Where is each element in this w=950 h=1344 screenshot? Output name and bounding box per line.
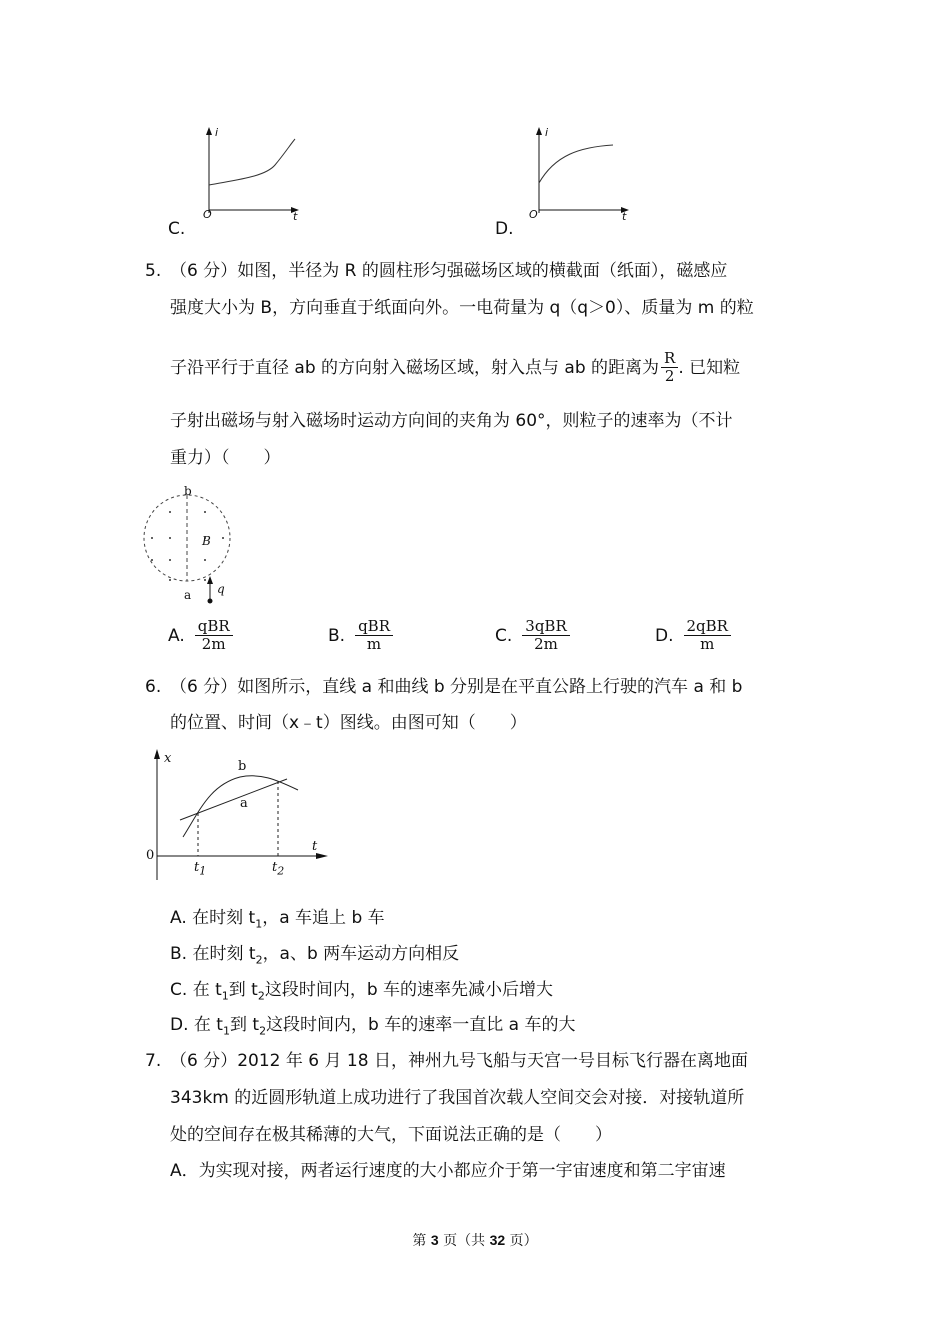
option-text: 在时刻 t [192, 908, 256, 928]
t2-text: t [272, 860, 278, 875]
subscript: 2 [259, 1024, 267, 1038]
numerator: qBR [355, 618, 393, 636]
t2-label [272, 857, 284, 883]
graph-d [525, 125, 635, 225]
subscript: 1 [255, 917, 263, 931]
denominator: m [366, 635, 382, 653]
denominator: 2 [664, 367, 675, 385]
option-text: 在时刻 t [192, 944, 256, 964]
option-text: 在 t [193, 1015, 223, 1035]
option-label: D. [655, 625, 674, 646]
t1-subscript: 1 [199, 864, 207, 878]
question-7-line: 343km 的近圆形轨道上成功进行了我国首次载人空间交会对接．对接轨道所 [170, 1088, 745, 1108]
question-5-line: 重力）（ ） [170, 448, 281, 468]
question-5-line [170, 350, 740, 385]
subscript: 1 [222, 1024, 230, 1038]
field-b-label: B [202, 534, 211, 548]
option-fraction [355, 618, 393, 653]
footer-text: 页（共 [438, 1233, 490, 1249]
question-7-number: 7. [145, 1051, 162, 1071]
option-d[interactable] [655, 618, 731, 653]
option-label: D. [170, 1015, 189, 1035]
question-5-line: 子射出磁场与射入磁场时运动方向间的夹角为 60°，则粒子的速率为（不计 [170, 411, 733, 431]
numerator: 3qBR [522, 618, 569, 636]
question-7-line: 处的空间存在极其稀薄的大气，下面说法正确的是（ ） [170, 1125, 612, 1145]
question-5-line: 强度大小为 B，方向垂直于纸面向外。一电荷量为 q（q＞0）、质量为 m 的粒 [170, 298, 754, 318]
option-label: C. [170, 980, 188, 1000]
numerator: R [661, 350, 678, 368]
line-a-label: a [240, 796, 248, 811]
footer-text: 页） [505, 1233, 538, 1249]
denominator: 2m [534, 635, 558, 653]
option-text: ，a 车追上 b 车 [262, 908, 385, 928]
option-label: A. [168, 625, 185, 646]
option-b[interactable] [170, 943, 459, 971]
option-label: A. [170, 908, 187, 928]
graph-c-origin: O [203, 208, 212, 221]
magnetic-field-figure [140, 480, 250, 610]
option-c-label: C. [168, 219, 186, 239]
option-text: 到 t [229, 1015, 260, 1035]
graph-c-x-label: t [293, 210, 298, 223]
option-label: B. [170, 944, 188, 964]
option-a[interactable] [168, 618, 233, 653]
option-c[interactable] [495, 618, 570, 653]
t-axis-label: t [312, 839, 318, 854]
option-fraction [195, 618, 233, 653]
question-5-text: . 已知粒 [678, 357, 741, 378]
question-6-line: （6 分）如图所示，直线 a 和曲线 b 分别是在平直公路上行驶的汽车 a 和 b [170, 677, 743, 697]
numerator: 2qBR [684, 618, 731, 636]
option-text: 到 t [228, 980, 258, 1000]
option-c[interactable] [170, 979, 553, 1007]
page-number: 3 [430, 1232, 439, 1248]
page-footer [0, 1230, 950, 1250]
option-label: C. [495, 625, 513, 646]
graph-c-y-label: i [215, 126, 219, 139]
charge-q-label: q [217, 582, 225, 596]
option-fraction [684, 618, 731, 653]
option-d-label: D. [495, 219, 514, 239]
footer-text: 第 [412, 1233, 431, 1249]
subscript: 2 [257, 989, 265, 1003]
graph-d-y-label: i [545, 126, 549, 139]
question-5-text: 子沿平行于直径 ab 的方向射入磁场区域，射入点与 ab 的距离为 [170, 357, 660, 378]
option-b[interactable] [328, 618, 393, 653]
question-5-number: 5. [145, 261, 162, 281]
graph-d-x-label: t [622, 210, 627, 223]
option-a[interactable] [170, 907, 385, 935]
numerator: qBR [195, 618, 233, 636]
t2-subscript: 2 [277, 864, 285, 878]
subscript: 2 [255, 953, 263, 967]
t1-text: t [194, 860, 200, 875]
curve-b-label: b [238, 759, 247, 774]
question-7-line: （6 分）2012 年 6 月 18 日，神州九号飞船与天宫一号目标飞行器在离地面 [170, 1051, 748, 1071]
question-6-number: 6. [145, 677, 162, 697]
question-6-line: 的位置、时间（x﹣t）图线。由图可知（ ） [170, 713, 527, 733]
option-text: ，a、b 两车运动方向相反 [262, 944, 460, 964]
fraction-r-over-2 [661, 350, 678, 385]
option-label: B. [328, 625, 346, 646]
subscript: 1 [221, 989, 229, 1003]
option-a[interactable]: A．为实现对接，两者运行速度的大小都应介于第一宇宙速度和第二宇宙速 [170, 1161, 726, 1181]
option-fraction [522, 618, 569, 653]
denominator: 2m [201, 635, 226, 653]
question-5-line: （6 分）如图，半径为 R 的圆柱形匀强磁场区域的横截面（纸面），磁感应 [170, 261, 728, 281]
origin-label: 0 [146, 848, 155, 863]
x-axis-label: x [164, 751, 172, 766]
option-text: 这段时间内，b 车的速率先减小后增大 [264, 980, 554, 1000]
t1-label [194, 857, 206, 883]
denominator: m [700, 635, 715, 653]
total-pages: 32 [489, 1232, 506, 1248]
option-d[interactable] [170, 1014, 575, 1042]
point-b-label: b [184, 484, 192, 498]
option-text: 在 t [192, 980, 222, 1000]
graph-d-origin: O [529, 208, 538, 221]
point-a-label: a [184, 588, 192, 602]
option-text: 这段时间内，b 车的速率一直比 a 车的大 [266, 1015, 576, 1035]
